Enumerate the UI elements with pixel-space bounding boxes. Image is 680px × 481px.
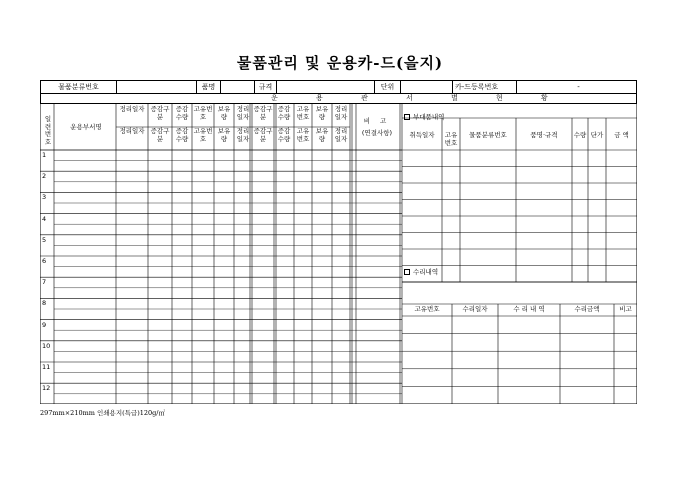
group-header-cell: 증감구분 <box>150 105 170 121</box>
group-header-cell: 증감구분 <box>253 127 273 143</box>
row-number: 11 <box>42 363 51 371</box>
row-number: 4 <box>42 214 47 223</box>
group-header-cell: 고유번호 <box>193 105 213 121</box>
group-header-cell: 정리일자 <box>334 127 348 143</box>
record-grid <box>40 104 637 404</box>
row-number: 10 <box>42 341 51 350</box>
banner-text: 운 용 관 서 별 현 황 <box>271 94 566 102</box>
group-header-cell: 고유번호 <box>193 127 213 143</box>
repair-header-cell: 비고 <box>619 305 632 313</box>
page-title: 물품관리 및 운용카-드(을지) <box>236 54 444 72</box>
card-reg-label: 카-드등록번호 <box>453 81 517 93</box>
unit-field[interactable] <box>401 81 453 93</box>
accessory-header-cell: 단가 <box>590 131 604 139</box>
item-name-field[interactable] <box>221 81 255 93</box>
accessory-label-text: 부대품내역 <box>413 113 445 121</box>
row-number: 7 <box>42 278 47 287</box>
accessory-header-cell: 취득일자 <box>409 131 435 139</box>
group-header-cell: 정리일자 <box>119 105 145 113</box>
group-header-cell: 증감수량 <box>175 127 189 143</box>
accessory-header-cell: 고유번호 <box>444 131 458 147</box>
accessory-checkbox[interactable] <box>404 114 410 120</box>
group-header-cell: 증감수량 <box>175 105 189 121</box>
unit-label: 단위 <box>375 81 401 93</box>
repair-header-cell: 고유번호 <box>414 305 440 313</box>
item-name-label: 품명 <box>197 81 221 93</box>
spec-label: 규격 <box>255 81 277 93</box>
repair-checkbox[interactable] <box>404 269 410 275</box>
classification-field[interactable] <box>117 81 197 93</box>
accessory-section-label <box>404 114 444 122</box>
seq-header: 일련번호 <box>44 115 52 146</box>
group-header-cell: 증감구분 <box>150 127 170 143</box>
remark-sub-header: (연결사항) <box>361 129 393 137</box>
group-header-cell: 정리일자 <box>119 127 145 135</box>
grid-lines <box>40 104 637 404</box>
card-header-row <box>40 80 637 94</box>
row-number: 9 <box>42 320 47 329</box>
card-reg-value[interactable]: - <box>577 83 580 91</box>
group-header-cell: 보유량 <box>315 127 329 143</box>
row-number: 8 <box>42 299 47 308</box>
group-header-cell: 보유량 <box>217 105 231 121</box>
repair-header-cell: 수리금액 <box>574 305 600 313</box>
row-number: 6 <box>42 257 47 265</box>
group-header-cell: 고유번호 <box>296 127 310 143</box>
repair-section-label <box>404 269 438 277</box>
row-number: 2 <box>42 172 47 181</box>
repair-header-cell: 수리일자 <box>462 305 488 313</box>
row-number: 12 <box>42 384 51 393</box>
repair-header-cell: 수 리 내 역 <box>513 305 545 313</box>
row-number: 3 <box>42 193 47 202</box>
group-header-cell: 보유량 <box>217 127 231 143</box>
accessory-header-cell: 품명·규격 <box>530 131 558 139</box>
classification-label: 물품분류번호 <box>41 81 117 93</box>
status-banner <box>40 94 637 104</box>
accessory-header-cell: 물품분류번호 <box>469 131 507 139</box>
accessory-header-cell: 금 액 <box>614 131 629 139</box>
row-number: 1 <box>42 151 47 159</box>
paper-spec-footer: 297mm×210mm 인쇄용지(특급)120g/㎡ <box>40 409 165 417</box>
group-header-cell: 정리일자 <box>236 127 250 143</box>
remark-header: 비 고 <box>363 117 391 125</box>
spec-field[interactable] <box>277 81 375 93</box>
group-header-cell: 고유번호 <box>296 105 310 121</box>
group-header-cell: 정리일자 <box>334 105 348 121</box>
repair-label-text: 수리내역 <box>413 268 439 276</box>
dept-header: 운용부서명 <box>70 123 102 131</box>
group-header-cell: 증감수량 <box>277 105 291 121</box>
management-card-form <box>40 80 637 404</box>
accessory-header-cell: 수량 <box>573 131 587 139</box>
group-header-cell: 보유량 <box>315 105 329 121</box>
row-number: 5 <box>42 235 47 244</box>
group-header-cell: 증감수량 <box>277 127 291 143</box>
group-header-cell: 증감구분 <box>253 105 273 121</box>
group-header-cell: 정리일자 <box>236 105 250 121</box>
